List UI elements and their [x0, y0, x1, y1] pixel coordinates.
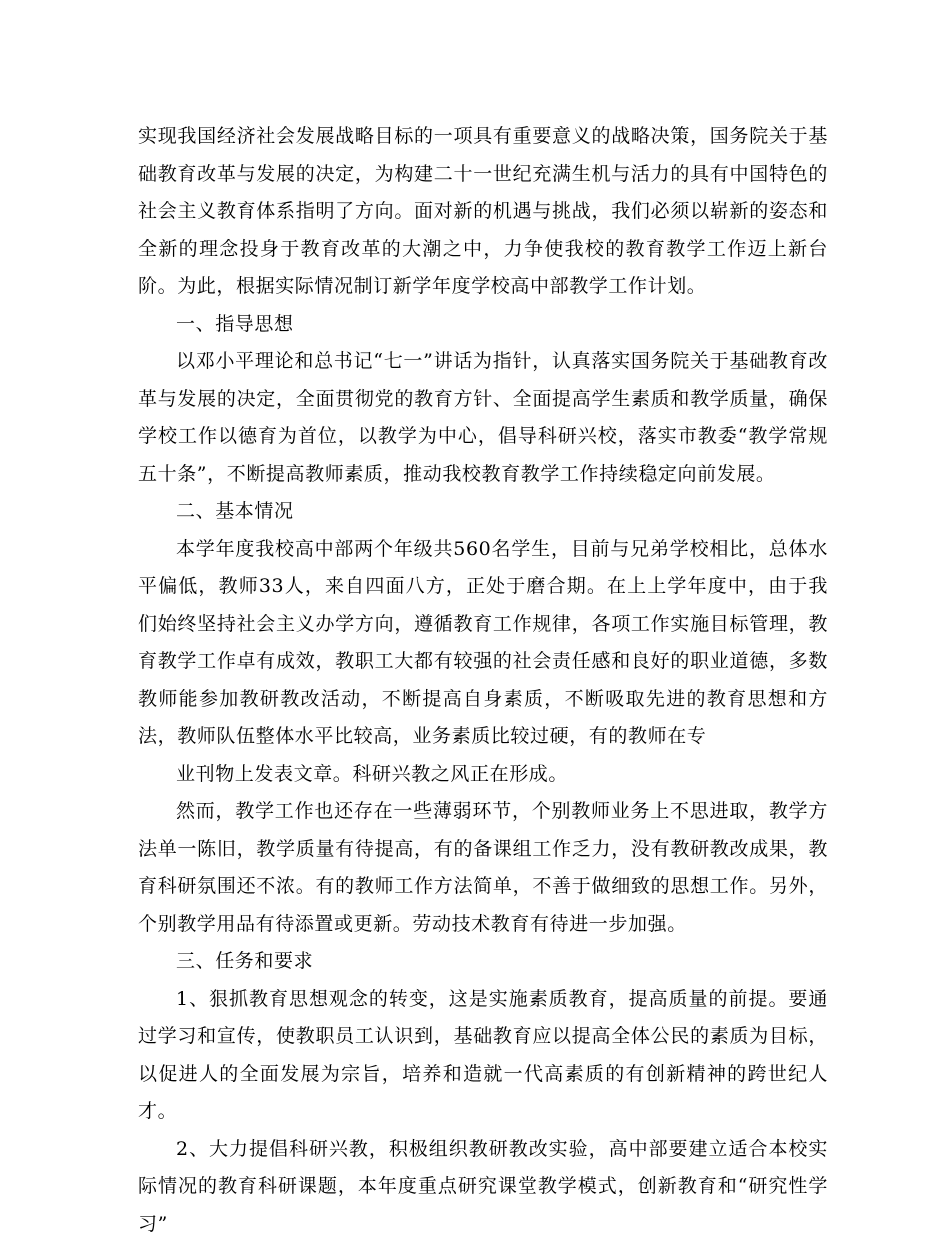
weakness-paragraph: 然而，教学工作也还存在一些薄弱环节，个别教师业务上不思进取，教学方法单一陈旧，教学质量有待提高，有的备课组工作乏力，没有教研教改成果，教育科研氛围还不浓。有的教师工作方法简单，不善于做细致的思想工作。另外，个别教学用品有待添置或更新。劳动技术教育有待进一步加强。: [138, 793, 828, 943]
guiding-ideology-paragraph: 以邓小平理论和总书记“七一”讲话为指针，认真落实国务院关于基础教育改革与发展的决定，全面贯彻党的教育方针、全面提高学生素质和教学质量，确保学校工作以德育为首位，以教学为中心，倡导科研兴校，落实市教委“教学常规五十条”，不断提高教师素质，推动我校教育教学工作持续稳定向前发展。: [138, 343, 828, 493]
basic-situation-continuation: 业刊物上发表文章。科研兴教之风正在形成。: [138, 756, 828, 794]
task-item-2: 2、大力提倡科研兴教，积极组织教研教改实验，高中部要建立适合本校实际情况的教育科研课题，本年度重点研究课堂教学模式，创新教育和“研究性学习”: [138, 1131, 828, 1243]
document-body: [138, 118, 828, 1243]
task-item-1: 1、狠抓教育思想观念的转变，这是实施素质教育，提高质量的前提。要通过学习和宣传，使教职员工认识到，基础教育应以提高全体公民的素质为目标，以促进人的全面发展为宗旨，培养和造就一代高素质的有创新精神的跨世纪人才。: [138, 981, 828, 1131]
intro-paragraph: 实现我国经济社会发展战略目标的一项具有重要意义的战略决策，国务院关于基础教育改革与发展的决定，为构建二十一世纪充满生机与活力的具有中国特色的社会主义教育体系指明了方向。面对新的机遇与挑战，我们必须以崭新的姿态和全新的理念投身于教育改革的大潮之中，力争使我校的教育教学工作迈上新台阶。为此，根据实际情况制订新学年度学校高中部教学工作计划。: [138, 118, 828, 306]
section-heading-guiding-ideology: 一、指导思想: [138, 306, 828, 344]
basic-situation-paragraph: 本学年度我校高中部两个年级共560名学生，目前与兄弟学校相比，总体水平偏低，教师33人，来自四面八方，正处于磨合期。在上上学年度中，由于我们始终坚持社会主义办学方向，遵循教育工作规律，各项工作实施目标管理，教育教学工作卓有成效，教职工大都有较强的社会责任感和良好的职业道德，多数教师能参加教研教改活动，不断提高自身素质，不断吸取先进的教育思想和方法，教师队伍整体水平比较高，业务素质比较过硬，有的教师在专: [138, 531, 828, 756]
section-heading-basic-situation: 二、基本情况: [138, 493, 828, 531]
section-heading-tasks: 三、任务和要求: [138, 943, 828, 981]
